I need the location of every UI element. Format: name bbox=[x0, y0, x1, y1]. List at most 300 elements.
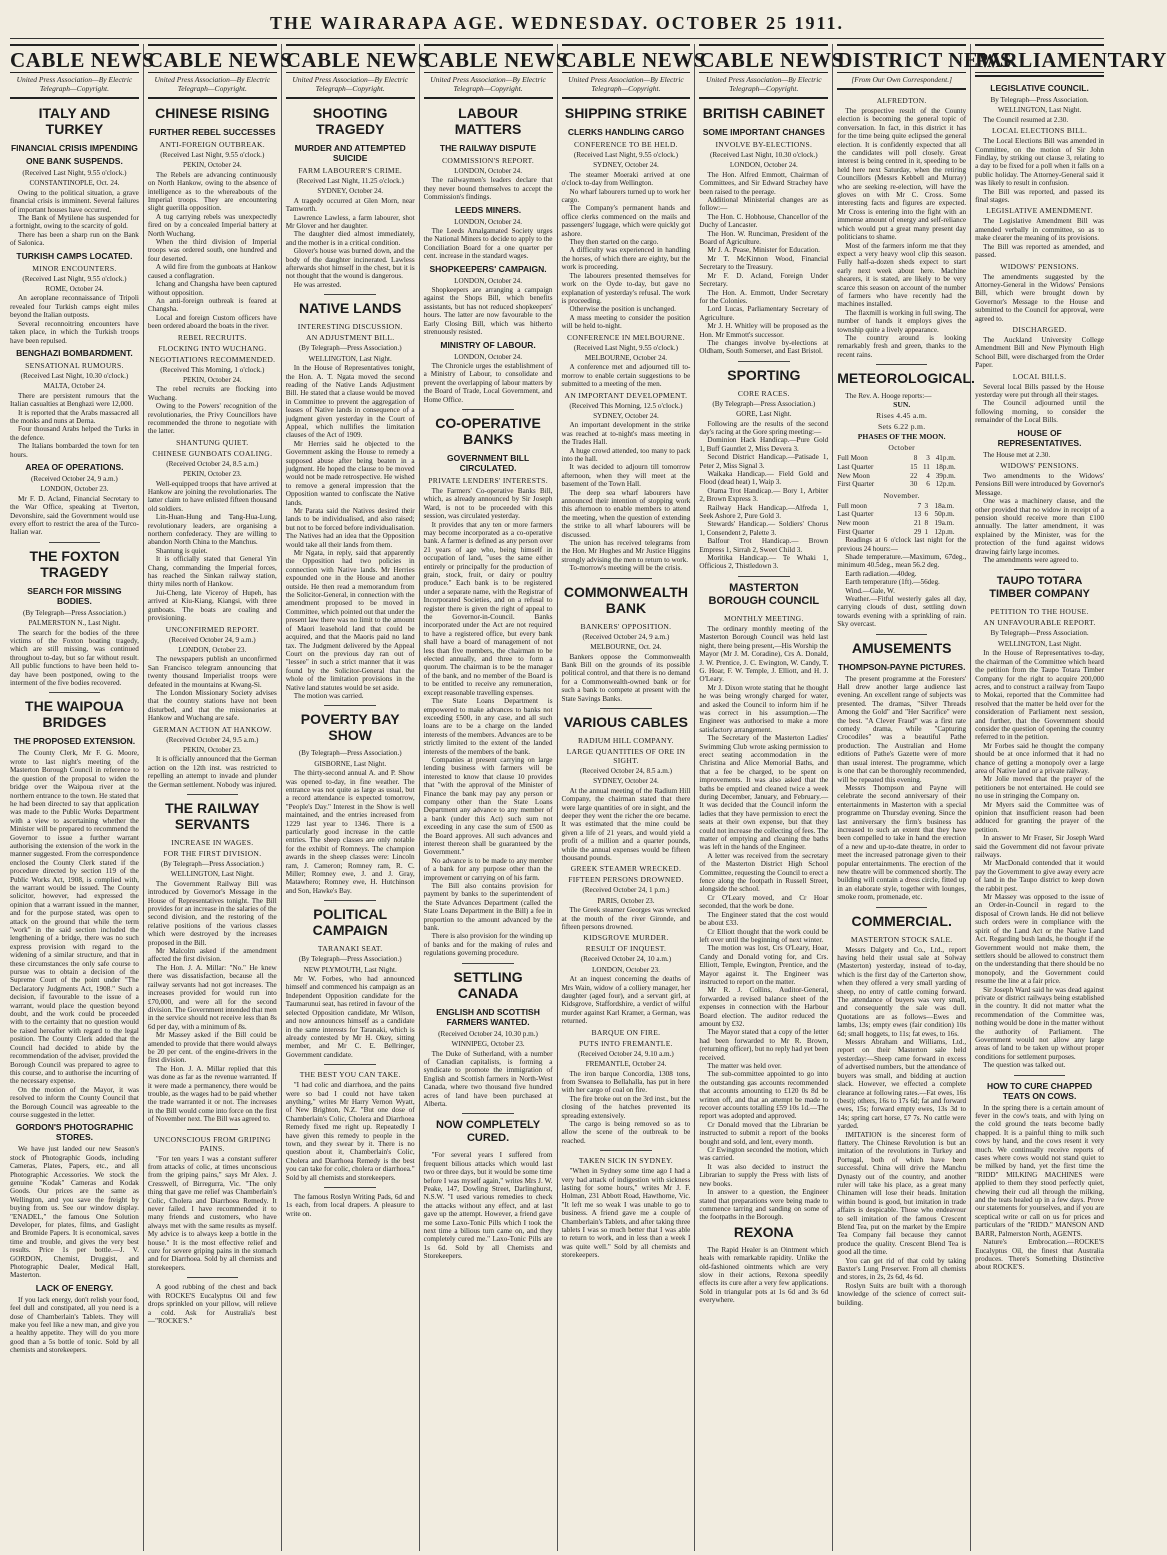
subheading: NEGOTIATIONS RECOMMENDED. bbox=[149, 354, 276, 364]
moon-row bbox=[837, 528, 966, 537]
moon-cell: a.m. bbox=[941, 518, 955, 527]
paragraph: The amendments were agreed to. bbox=[983, 556, 1079, 565]
column-header: DISTRICT NEWS bbox=[837, 44, 966, 73]
dateline: (Received October 24, 9 a.m.) bbox=[31, 474, 118, 483]
city-dateline: MALTA, October 24. bbox=[43, 382, 106, 391]
paragraph: In answer to a question, the Engineer stated that preparations were being made to commence tarring and sanding on some of the footpaths in the Borough. bbox=[699, 1188, 829, 1222]
paragraph: Mr T. McKinnon Wood, Financial Secretary to the Treasury. bbox=[699, 254, 829, 272]
subheading: UNCONSCIOUS FROM GRIPING PAINS. bbox=[153, 1134, 271, 1153]
city-dateline: PARIS, October 23. bbox=[597, 896, 655, 905]
city-dateline: PEKIN, October 24. bbox=[182, 161, 242, 170]
double-rule bbox=[286, 97, 415, 99]
paragraph: Shade temperature.—Maximum, 67deg., minimum 40.5deg., mean 56.2 deg. bbox=[837, 552, 967, 570]
subheadline: THOMPSON-PAYNE PICTURES. bbox=[837, 661, 966, 672]
paragraph: A huge crowd attended, too many to pack into the hall. bbox=[561, 446, 691, 463]
paragraph: Additional Ministerial changes are as follow:— bbox=[699, 196, 829, 213]
paragraph: One was a machinery clause, and the other provided that no widow in receipt of a pension should receive more than £100 annually. The latter amendment, it was explained by the Minister, was for the protection of the fund against widows drawing fairly large incomes. bbox=[975, 497, 1104, 556]
dateline: (Received Last Night, 9.55 o'clock.) bbox=[160, 151, 265, 159]
section-headline: SETTLING CANADA bbox=[453, 968, 523, 1001]
subheading: BARQUE ON FIRE. bbox=[591, 1027, 661, 1037]
dateline: (Received October 24, 8.5 a.m.) bbox=[166, 459, 259, 468]
paragraph: A conference met and adjourned till to-morrow to enable certain suggestions to be submitted to a meeting of the men. bbox=[561, 363, 691, 389]
paragraph: The Company's permanent hands and office clerks commenced on the mails and passengers' luggage, which were quickly got ashore. bbox=[561, 204, 691, 238]
paragraph: It was decided to adjourn till tomorrow afternoon, when they will meet at the basement of the Town Hall. bbox=[561, 463, 691, 489]
moon-month: October bbox=[888, 443, 915, 453]
city-dateline: SYDNEY, October 24. bbox=[593, 161, 659, 170]
section-headline: BRITISH CABINET bbox=[702, 105, 825, 121]
paragraph: Second District Handicap.—Patisade 1, Peter 2, Miss Signal 3. bbox=[699, 453, 829, 470]
divider-rule bbox=[600, 1150, 652, 1151]
dateline: (By Telegraph—Press Association.) bbox=[298, 749, 402, 758]
paragraph: "For ten years I was a constant sufferer from attacks of colic, at times unconscious from the griping pains," says Mr Alex. J. Cresswell, of Birregurra, Vic. "The only thing that gave me relief was Chamberlain's Colic, Cholera and Diarrhoea Remedy. It never failed. I have recommended it to many friends and customers, who have always met with the same results as myself. My advice is to always keep a bottle in the house." It is the most effective relief and cure for severe griping pains in the stomach and for Diarrhoea. Sold by all chemists and storekeepers. bbox=[147, 1154, 277, 1272]
divider-rule bbox=[876, 634, 928, 635]
paragraph: The cargo is being removed so as to allow the scene of the outbreak to be reached. bbox=[561, 1119, 691, 1145]
paragraph: Mr R. J. Collins, Auditor-General, forwarded a revised balance sheet of the expenses in connection with the Harbour Board election. The auditor reduced the amount by £32. bbox=[699, 986, 829, 1028]
paragraph: The Mayor stated that a copy of the letter had been forwarded to Mr R. Brown, (returning officer), but no reply had yet been received. bbox=[699, 1028, 829, 1062]
subheading: ANTI-FOREIGN OUTBREAK. bbox=[159, 140, 265, 149]
paragraph: The railwaymen's leaders declare that they never bound themselves to accept the Commission's findings. bbox=[423, 176, 553, 202]
paragraph: The present programme at the Foresters' Hall drew another large audience last evening. An excellent range of subjects was presented. The dramas, "Silver Threads Among the Gold" and "Her Sacrifice" were the best. "A Clever Fraud" was a first rate comedy drama, while "Capturing Crocodiles" was a beautiful Pathe production. The Australian and Home editions of Pathe's Gazette were of more than usual interest. The programme, which is one that can be thoroughly recommended, will be repeated this evening. bbox=[837, 674, 967, 784]
section-headline: SHIPPING STRIKE bbox=[564, 105, 687, 121]
paragraph: Cr Donald moved that the Librarian be instructed to submit a report of the books bought and sold, and lent, every month. bbox=[699, 1120, 829, 1146]
paragraph: No wharf labourers turned up to work her cargo. bbox=[561, 187, 691, 205]
subheading: BANKERS' OPPOSITION. bbox=[580, 621, 672, 631]
moon-cell: a.m. bbox=[941, 501, 955, 510]
subheadline: BENGHAZI BOMBARDMENT. bbox=[16, 347, 133, 358]
paragraph: The union has received telegrams from the Hon. Mr Hughes and Mr Justice Higgins strongly advising the men to return to work. bbox=[561, 539, 691, 564]
dateline: (Received October 24, 9.10 a.m.) bbox=[578, 1049, 674, 1058]
paragraph: Mr J. A. Pease, Minister for Education. bbox=[707, 246, 820, 255]
paragraph: When the third division of Imperial troops was ordered south, one hundred and four deserted. bbox=[147, 238, 277, 263]
moon-cell: p.m. bbox=[941, 527, 955, 536]
moon-phases-title: PHASES OF THE MOON. bbox=[857, 432, 946, 441]
city-dateline: WELLINGTON, Last Night. bbox=[308, 354, 392, 363]
paragraph: The Government Railway Bill was introduced by Governor's Message in the House of Representatives tonight. The Bill provides for an increase in the salaries of the second division, and the restoring of the relative positions of the various classes which were destroyed by the increases proposed in the Bill. bbox=[147, 879, 277, 947]
dateline: (Received Last Night, 11.25 o'clock.) bbox=[296, 177, 404, 185]
paragraph: Mr Massey was opposed to the issue of an Order-in-Council in regard to the disposal of Crown lands. He did not believe such orders were in compliance with the spirit of the Land Act or the Native Land Act. Regarding bush lands, he thought if the Government would not make them, the settlers should be allowed to construct them on the understanding that there should be no monopoly, and the Government could resume the line at a fair price. bbox=[975, 893, 1104, 986]
dateline: (By Telegraph—Press Association.) bbox=[298, 955, 402, 964]
paragraph: The fire broke out on the 3rd inst., but the closing of the hatches prevented its spreading extensively. bbox=[561, 1094, 691, 1120]
paragraph: The daughter died almost immediately, and the mother is in a critical condition. bbox=[285, 230, 415, 247]
moon-cell: Last Quarter bbox=[837, 463, 874, 471]
moon-cell: 41 bbox=[935, 454, 943, 463]
subheadline: MINISTRY OF LABOUR. bbox=[440, 339, 536, 350]
paragraph: The House met at 2.30. bbox=[983, 450, 1051, 459]
paragraph: It was also decided to instruct the Librarian to supply the Press with lists of new books. bbox=[699, 1162, 829, 1188]
paragraph: It is reported that the Arabs massacred all the monks and nuns at Derna. bbox=[10, 408, 139, 425]
paragraph: Balfour Trot Handicap.— Brown Empress 1, Sirrah 2, Sweet Child 3. bbox=[699, 537, 829, 554]
city-dateline: WINNIPEG, October 23. bbox=[451, 1040, 525, 1049]
paragraph: Companies at present carrying on large lending business with farmers will be interested to know that clause 10 provides that "with the approval of the Minister of Finance the bank may pay any person or company other than the State Loans Department any advance to any member of a bank (under this Act) such sum not exceeding in any case the sum of £500 as the Board approves. All such advances and interest thereon shall be guaranteed by the Government." bbox=[423, 755, 553, 857]
paragraph: In answer to Mr Fraser, Sir Joseph Ward said the Government did not favour private railways. bbox=[975, 834, 1104, 860]
paragraph: The newspapers publish an unconfirmed San Francisco telegram announcing that twenty thousand Imperialist troops were defeated in the mountains at Kwang-Si. bbox=[147, 655, 277, 689]
subheading: MINOR ENCOUNTERS. bbox=[32, 263, 117, 273]
column-header: PARLIAMENTARY bbox=[975, 44, 1104, 73]
subheadline: TURKISH CAMPS LOCATED. bbox=[16, 250, 133, 261]
divider-rule bbox=[1014, 1075, 1066, 1076]
dateline: (By Telegraph—Press Association.) bbox=[712, 399, 816, 408]
paragraph: Lord Lucas, Parliamentary Secretary of Agriculture. bbox=[699, 305, 829, 322]
paragraph: The Bill also contains provision for payment by banks to the superintendent of the State Advances Department (called the State Loans Department in the Bill) a fee in proportion to the amount advanced by the bank. bbox=[423, 882, 553, 933]
paragraph: The motion was lost, Crs O'Leary, Hoar, Candy and Donald voting for, and Crs. Elliott, Temple, Ewington, Prentice, and the Mayor against it. The Engineer was instructed to report on the matter. bbox=[699, 944, 829, 986]
subheadline: FURTHER REBEL SUCCESSES bbox=[149, 127, 276, 137]
moon-cell: 7 bbox=[917, 501, 922, 510]
paragraph: No advance is to be made to any member of a bank for any purpose other than the improvement or carrying on of his farm. bbox=[423, 856, 553, 882]
paragraph: The Hon. J. A. Millar replied that this was done as far as the revenue warranted. If it were made a permanency, there would be trouble, as the wages had to be paid whether the trade warranted it or not. The increases in the Bill would come into force on the first of November next. The Bill was agreed to. bbox=[147, 1064, 277, 1124]
divider-rule bbox=[600, 708, 652, 709]
subheading: UNCONFIRMED REPORT. bbox=[165, 624, 259, 634]
paragraph: The prospective result of the County election is becoming the general topic of conversation. In fact, in this district it has for the time being quite eclipsed the general election. It is confidently expected that all the candidates will poll closely. Great interest is being centred in it, speeding to be held here next Saturday, when the retiring Councillors (Messrs Kebbell and Murray) who are seeking re-election, will have the gloves on with Mr C. Cross. Some interesting facts and figures are expected. Mr Cross is entering into the fight with an immense amount of energy and self-reliance which would put a great many present day politicians to shame. bbox=[837, 107, 967, 242]
moon-cell: 3 bbox=[924, 501, 929, 510]
moon-row bbox=[837, 454, 966, 463]
paragraph: Mr J. H. Whitley will be proposed as the Hon. Mr Emmott's successor. bbox=[699, 322, 829, 339]
moon-cell: Full Moon bbox=[837, 454, 868, 463]
paragraph: The Hon. W. Runciman, President of the Board of Agriculture. bbox=[699, 229, 829, 247]
paragraph: Jui-Cheng, late Viceroy of Hupeh, has arrived at Kiu-Kiang, Kiangsi, with three gunboats. The boats are coaling and provisioning. bbox=[147, 588, 277, 623]
column-3 bbox=[282, 44, 431, 1551]
dateline: (Received Last Night, 9.55 o'clock.) bbox=[22, 274, 127, 283]
column-credit: [From Our Own Correspondent.] bbox=[851, 75, 953, 84]
paragraph: Mr Jolie moved that the prayer of the petitioners be not entertained. He could see no use in stringing the Company on. bbox=[975, 775, 1104, 801]
paragraph: The Chronicle urges the establishment of a Ministry of Labour, to consolidate and prevent the overlapping of labour matters by the Board of Trade, Local Government, and Home Office. bbox=[423, 361, 553, 404]
paragraph: A mass meeting to consider the position will be held to-night. bbox=[561, 313, 691, 331]
paragraph: Otama Trot Handicap.— Bory 1, Arbiter 2, Brown Express 3. bbox=[699, 486, 829, 504]
section-headline: METEOROLOGICAL. bbox=[837, 370, 975, 387]
city-dateline: PALMERSTON N., Last Night. bbox=[28, 619, 121, 628]
subheadline: THE RAILWAY DISPUTE bbox=[439, 143, 537, 153]
paragraph: Mr Massey asked if the Bill could be amended to provide that there would always be 20 per cent. of the engine-drivers in the first division. bbox=[147, 1031, 277, 1065]
subheading: LARGE QUANTITIES OF ORE IN SIGHT. bbox=[566, 746, 686, 765]
paragraph: In the House of Representatives tonight, the Hon. A. T. Ngata moved the second reading of the Native Lands Adjustment Bill. He stated that a clause would be moved in Committee to prevent the aggregation of leases of Native lands in consequence of a judgment given yesterday in the Court of Appeal, which nullifies the limitation clauses of the Act of 1909. bbox=[285, 364, 415, 440]
paragraph: Owing to the Powers' recognition of the revolutionaries, the Privy Councillors have recommended the throne to negotiate with the latter. bbox=[147, 402, 277, 436]
column-6 bbox=[695, 44, 844, 1551]
paragraph: An aeroplane reconnaissance of Tripoli revealed four Turkish camps eight miles beyond the Italian outposts. bbox=[10, 294, 139, 320]
section-headline: TAUPO TOTARA TIMBER COMPANY bbox=[989, 575, 1090, 601]
city-dateline: WELLINGTON, Last Night. bbox=[997, 639, 1082, 648]
moon-cell: 18 bbox=[935, 463, 943, 471]
paragraph: In the spring there is a certain amount of fever in the cow's teats, and with lying on the cold ground the teats become badly chapped. It is a painful thing to milk such cows by hand, and the cows resent it very much. We continually receive reports of cases where cows would not stand quiet to be milked by hand, yet the first time the "RIDD" MILKING MACHINES were applied to them they stood perfectly quiet, chewing their cud all through the milking, and the teats healed up in a few days. Prove our statements for yourselves, and if you are sceptical write or call on us for prices and particulars of the "RIDD." MANSON AND BARR, Palmerston North, AGENTS. bbox=[975, 1103, 1104, 1238]
moon-cell: 30 bbox=[910, 480, 918, 489]
paragraph: The Rapid Healer is an Ointment which heals with remarkable rapidity. Unlike the old-fashioned ointments which are very slow in their actions, Rexona speedily effects its cure after a very few applications. Sold in triangular pots at 1s 6d and 3s 6d everywhere. bbox=[699, 1245, 829, 1305]
subheading: FLOCKING INTO WUCHANG. bbox=[158, 343, 267, 353]
paragraph: IMITATION is the sincerest form of flattery. The Chinese Revolution is but an imitation of the revolutions in Turkey and Portugal, both of which have been successful. China will drive the Manchu Dynasty out of the country, and another ruler will take his place, as a great many Chinamen will lose their heads. Imitation within bound is good, but imitation in trade affairs is despicable. Those who endeavour to sell imitation of the famous Crescent Blend Tea, put on the market by the Empire Tea Company fail because they cannot produce the quality. Crescent Blend Tea is good all the time. bbox=[837, 1130, 967, 1257]
city-dateline: LONDON, October 24. bbox=[454, 276, 522, 285]
moon-cell: 50 bbox=[934, 510, 942, 519]
moon-cell: 6 bbox=[926, 480, 930, 489]
dateline: (Received Last Night, 9.55 o'clock.) bbox=[22, 169, 127, 177]
dateline: (Received October 24, 10 a.m.) bbox=[580, 955, 672, 964]
double-rule bbox=[148, 97, 277, 99]
paragraph: The steamer Moeraki arrived at one o'clock to-day from Wellington. bbox=[561, 170, 691, 188]
dateline: (Received October 24, 9 a.m.) bbox=[168, 635, 256, 644]
paragraph: The Farmers' Co-operative Banks Bill, which, as already announced by Sir Joseph Ward, is not to be proceeded with this session, was circulated yesterday. bbox=[423, 486, 553, 521]
paragraph: The Council resumed at 2.30. bbox=[983, 115, 1069, 124]
moon-row bbox=[837, 472, 966, 481]
paragraph: The country around is looking remarkably fresh and green, thanks to the recent rains. bbox=[837, 333, 967, 359]
double-rule bbox=[424, 97, 553, 99]
paragraph: Ichang and Changsha have been captured without opposition. bbox=[147, 280, 277, 297]
moon-cell: 15 bbox=[910, 463, 918, 471]
subheadline: GORDON'S PHOTOGRAPHIC STORES. bbox=[15, 1122, 134, 1143]
paragraph: Mr F. D. Acland, Foreign Under Secretary. bbox=[699, 271, 829, 289]
divider-rule bbox=[187, 1129, 239, 1130]
double-rule bbox=[562, 97, 691, 99]
paragraph: Messrs Abraham and Williams, Ltd., report on their Masterton sale held yesterday:—Sheep came forward in excess of advertised numbers, but the attendance of buyers was small, and bidding at auction slack. However, we effected a complete clearance at following rates.—Fat ewes, 16s (best); others, 16s to 17s 6d; fat and forward ewes, 15s; forward empty ewes, 13s 3d to 14s; spring cart horse, £7 7s. No cattle were yarded. bbox=[837, 1038, 967, 1131]
divider-rule bbox=[462, 1113, 514, 1114]
divider-rule bbox=[1014, 569, 1066, 570]
subheading: CORE RACES. bbox=[737, 388, 790, 398]
section-headline: NATIVE LANDS bbox=[298, 300, 402, 317]
city-dateline: MELBOURNE, Oct. 24. bbox=[590, 643, 662, 652]
dateline: (By Telegraph—Press Association.) bbox=[22, 608, 126, 617]
paragraph: The Bill was reported, and passed its final stages. bbox=[975, 187, 1104, 205]
city-dateline: FREMANTLE, October 24. bbox=[585, 1060, 667, 1069]
paragraph: At the annual meeting of the Radium Hill Company, the chairman stated that there were large quantities of ore in sight, and the deeper they went the richer the ore became. It was estimated that the mine could be given a life of 21 years, and would yield a profit of a million and a quarter pounds, while the annual expenses would be fifteen thousand pounds. bbox=[561, 786, 691, 862]
paragraph: The Hon. C. Hobhouse, Chancellor of the Duchy of Lancaster. bbox=[699, 212, 829, 230]
paragraph: Earth radiation.—40deg. bbox=[845, 569, 917, 578]
subheading: INVOLVE BY-ELECTIONS. bbox=[715, 140, 813, 149]
paragraph: The motion was carried. bbox=[293, 691, 364, 700]
paragraph: The Italians bombarded the town for ten hours. bbox=[10, 442, 139, 459]
paragraph: Shopkeepers are arranging a campaign against the Shops Bill, which benefits assistants, but has not reduced shopkeepers' hours. The latter are now favourable to the Early Closing Bill, which was hitherto strenuously resisted. bbox=[423, 286, 553, 337]
paragraph: Shantung is quiet. bbox=[155, 546, 208, 555]
paragraph: "I had colic and diarrhoea, and the pains were so bad I could not have taken anything," writes Mr Harry Vernon Wyatt, of New Brighton, N.Z. "But one dose of Chamberlain's Colic, Cholera and Diarrhoea Remedy fixed me right up. Repeatedly I have given this remedy to people in the town, and they swear by it. There is no question about it, Chamberlain's Colic, Cholera and Diarrhoea Remedy is the best you can take for colic, cholera or diarrhoea." Sold by all chemists and storekeepers. bbox=[285, 1081, 415, 1182]
subheading: SENSATIONAL RUMOURS. bbox=[25, 360, 124, 370]
section-headline: NOW COMPLETELY CURED. bbox=[436, 1119, 541, 1145]
subheading: ALFREDTON. bbox=[876, 96, 927, 105]
subheading: KIDSGROVE MURDER. bbox=[583, 933, 669, 943]
subheadline: LEGISLATIVE COUNCIL. bbox=[990, 83, 1089, 93]
divider-rule bbox=[600, 578, 652, 579]
subheading: GREEK STEAMER WRECKED. bbox=[570, 864, 682, 874]
paragraph: Dominion Hack Handicap.—Pure Gold 1, Buff Gauntlet 2, Miss Devera 3. bbox=[699, 436, 829, 453]
column-header: CABLE NEWS bbox=[10, 44, 139, 73]
paragraph: The Hon. Alfred Emmott, Chairman of Committees, and Sir Edward Strachey have been raised to the peerage. bbox=[699, 170, 829, 196]
paragraph: Otherwise the position is unchanged. bbox=[569, 305, 676, 314]
moon-cell: First Quarter bbox=[837, 480, 875, 489]
paragraph: Wind.—Gale, W. bbox=[845, 586, 895, 595]
subheading: TARANAKI SEAT. bbox=[317, 944, 383, 954]
paragraph: Glover's house was burned down, and the body of the daughter incinerated. Lawless afterwards shot himself in the chest, but it is not thought that the wound is dangerous. bbox=[285, 247, 415, 281]
subheadline: MURDER AND ATTEMPTED SUICIDE bbox=[294, 143, 406, 163]
moon-cell: 29 bbox=[914, 527, 922, 536]
moon-cell: 3 bbox=[926, 454, 930, 463]
subheading: FARM LABOURER'S CRIME. bbox=[298, 166, 403, 175]
subheadline: SEARCH FOR MISSING BODIES. bbox=[27, 585, 122, 606]
moon-cell: 4 bbox=[926, 471, 930, 480]
moon-cell: 8 bbox=[913, 454, 918, 463]
section-headline: CHINESE RISING bbox=[155, 105, 270, 121]
double-rule bbox=[837, 88, 966, 90]
dateline: (Received Last Night, 9.55 o'clock.) bbox=[573, 151, 678, 159]
divider-rule bbox=[738, 361, 790, 362]
subheading: INCREASE IN WAGES. bbox=[171, 838, 254, 847]
moon-cell: p.m. bbox=[942, 480, 956, 489]
divider-rule bbox=[324, 1187, 376, 1188]
paragraph: They then started on the cargo. bbox=[569, 238, 659, 247]
dateline: (Received Last Night, 10.30 o'clock.) bbox=[20, 371, 129, 380]
double-rule bbox=[975, 75, 1104, 77]
paragraph: An anti-foreign outbreak is feared at Changsha. bbox=[147, 296, 277, 314]
city-dateline: MELBOURNE, October 24. bbox=[584, 353, 668, 362]
column-5 bbox=[558, 44, 706, 1551]
paragraph: Sir Joseph Ward said he was dead against private or district railways being established in the country. It did not matter what the recommendation of the Committee was, nothing would be done in the matter without the authority of Parliament. The Government would not allow any large areas of land to be taken up without proper conditions for settlement purposes. bbox=[975, 985, 1104, 1061]
paragraph: A tug carrying rebels was unexpectedly fired on by a concealed Imperial battery at North Wuchang. bbox=[147, 212, 277, 238]
subheading: PRIVATE LENDERS' INTERESTS. bbox=[428, 475, 548, 485]
moon-cell: p.m. bbox=[942, 471, 956, 480]
paragraph: In the House of Representatives to-day, the chairman of the Committee which heard the petition from the Taupo Totara Timber Company for the right to acquire 200,000 acres, and to construct a railway from Taupo to Mokai, reported that the Committee had resolved that the matter be held over for the consideration of Parliament next session, and further, that the Government should consider the question of opening the country referred to in the petition. bbox=[975, 649, 1104, 742]
column-header: CABLE NEWS bbox=[286, 44, 415, 73]
paragraph: The Rebels are advancing continuously on North Hankow, owing to the absence of intelligence as to the whereabouts of the Imperial troops. They are encountering slight guerilla opposition. bbox=[147, 170, 277, 213]
subheading: AN IMPORTANT DEVELOPMENT. bbox=[564, 390, 688, 400]
caption: SUN. bbox=[893, 399, 911, 409]
moon-row bbox=[837, 502, 966, 511]
column-8 bbox=[971, 44, 1167, 1551]
paragraph: A good rubbing of the chest and back with ROCKE'S Eucalyptus Oil and few drops sprinkled on your pillow, will relieve a cold. Ask for Australia's best—"ROCKE'S." bbox=[147, 1283, 277, 1325]
paragraph: Earth temperature (1ft).—56deg. bbox=[845, 578, 940, 587]
paragraph: To-morrow's meeting will be the crisis. bbox=[569, 564, 683, 573]
paragraph: Mr J. Dixon wrote stating that he thought he was being wrongly charged for water, and asked the Council to inform him if he was correct in his assumption.—The Engineer was authorised to make a more satisfactory arrangement. bbox=[699, 683, 829, 734]
paragraph: At an inquest concerning the deaths of Mrs Wain, widow of a colliery manager, her daughter (aged four), and a servant girl, at Kidsgrove, Staffordshire, a verdict of wilful murder against Karl Kramer, a German, was returned. bbox=[561, 975, 691, 1026]
paragraph: Mr F. D. Acland, Financial Secretary to the War Office, speaking at Tiverton, Devonshire, said the Government would use every effort to restrict the area of the Turco-Italian war. bbox=[10, 494, 139, 537]
subheading: Rises 4.45 a.m. bbox=[876, 411, 928, 420]
moon-cell: New moon bbox=[837, 518, 869, 527]
dateline: (Received This Morning, 1 o'clock.) bbox=[160, 365, 265, 374]
city-dateline: WELLINGTON, Last Night. bbox=[997, 106, 1082, 115]
section-headline: SPORTING bbox=[727, 366, 801, 383]
paragraph: On the motion of the Mayor, it was resolved to inform the County Council that the Borough Council was agreeable to the course suggested in the letter. bbox=[10, 1085, 139, 1119]
city-dateline: PEKIN, October 23. bbox=[182, 745, 242, 754]
dateline: (Received October 24, 9.5 a.m.) bbox=[166, 735, 259, 744]
paragraph: The search for the bodies of the three victims of the Foxton boating tragedy, which are still missing, was continued throughout to-day, but so far without result. All public functions to have been held to-day have been postponed, owing to the interment of the five bodies recovered. bbox=[10, 628, 139, 688]
city-dateline: PEKIN, October 24. bbox=[182, 375, 242, 384]
section-headline: LABOUR MATTERS bbox=[454, 105, 522, 137]
subheading: INTERESTING DISCUSSION. bbox=[297, 322, 403, 332]
paragraph: Following are the results of the second day's racing at the Gore spring meeting:— bbox=[699, 419, 829, 436]
city-dateline: SYDNEY, October 24. bbox=[317, 187, 384, 196]
moon-cell: 12 bbox=[935, 480, 943, 489]
subheading: REBEL RECRUITS. bbox=[177, 332, 247, 342]
paragraph: The Engineer stated that the cost would be about £33. bbox=[699, 910, 829, 928]
paragraph: The London Missionary Society advises that the country stations have not been disturbed, and that the missionaries at Hankow and Wuchang are safe. bbox=[147, 688, 277, 723]
paragraph: It provides that any ten or more farmers may become incorporated as a co-operative bank. A farmer is defined as any person over 21 years of age who, being himself in occupation of land, "uses the same either entirely or principally for the production of grain, stock, fruit, or dairy or poultry produce." Each bank is to be registered under a separate name, with the Registrar of Incorporated Societies, and on a refusal to register there is given the right of appeal to the Governor-in-Council. Banks incorporated under the Act are not required to have a registered office, but every bank shall have a board of management of not less than five members, the chairman to be elected annually, and three to form a quorum. The chairman is to be the manager of the bank, and no member of the Board is to be entitled to receive any remuneration, except reasonable travelling expenses. bbox=[423, 520, 553, 697]
city-dateline: GORE, Last Night. bbox=[736, 410, 792, 419]
section-headline: POVERTY BAY SHOW bbox=[300, 711, 400, 744]
dateline: (By Telegraph—Press Association.) bbox=[298, 344, 402, 353]
paragraph: You can get rid of that cold by taking Baxter's Lung Preserver. From all chemists and stores, in 2s, 2s 6d, 4s 6d. bbox=[837, 1256, 967, 1282]
subheading: AN ADJUSTMENT BILL. bbox=[305, 333, 395, 343]
moon-cell: First Quarter bbox=[837, 527, 875, 536]
paragraph: The thirty-second annual A. and P. Show was opened to-day, in fine weather. The entrance was not quite as large as usual, but a record attendance is expected tomorrow, "People's Day." Interest in the Show is well maintained, and the entries increased from 1229 last year to 1346. There is a particularly good increase in the cattle entries. The sheep classes are only notable for the exhibit of Romneys. The champion awards in the sheep classes were: Lincoln ram, J. Cameron; Romney ram, R. C. Miller; Romney ewe, J. and J. Gray, Matawhero; Romney ewe, H. Hutchinson and Son, Hawke's Bay. bbox=[285, 769, 415, 895]
paragraph: The Secretary of the Masterton Ladies' Swimming Club wrote asking permission to erect seating accommodation in the Christina and Alice Memorial Baths, and that a fee be charged, to be spent on improvements. It was also asked that the baths be emptied and cleaned twice a week during December, January, and February.—It was decided that the Council inform the ladies that they have permission to erect the seats at their own expense, but that they could not increase the collecting of fees. The matter of emptying and cleaning the baths was left in the hands of the Engineer. bbox=[699, 734, 829, 852]
paragraph: Stewards' Handicap.— Soldiers' Chorus 1, Consendent 2, Palette 3. bbox=[699, 520, 829, 537]
divider-rule bbox=[462, 963, 514, 964]
moon-cell: p.m. bbox=[941, 510, 955, 519]
paragraph: The Hon. A. Emmott, Under Secretary for the Colonies. bbox=[699, 288, 829, 305]
column-credit: United Press Association—By Electric Telegraph—Copyright. bbox=[430, 75, 546, 93]
moon-cell: Full moon bbox=[837, 501, 868, 510]
paragraph: Four thousand Arabs helped the Turks in the defence. bbox=[10, 425, 139, 442]
paragraph: Mr Forbes said he thought the company should be at once informed that it had no chance of getting a monopoly over a large area of Native land or a private railway. bbox=[975, 741, 1104, 775]
paragraph: The County Clerk, Mr F. G. Moore, wrote to last night's meeting of the Masterton Borough Council in reference to the question of the proposal to widen the bridge over the Waipoua river at the northern entrance to the town. He stated that he had been directed to say that application was made to the Public Works Department with a view to ascertaining whether the Minister will be prepared to recommend the Governor to issue a further warrant authorising the extension of the work in the manner suggested. From the correspondence enclosed the County Clerk stated if the procedure directed by section 119 of the Public Works Act, 1908, is complied with, the warrant would be issued. The County solicitor, however, had expressed the opinion that a warrant issued in the manner, and for the purpose stated, was open to attack on the ground that while the term "work" in the said section included the lengthening of a bridge, there was no such express provision with regard to the widening of a similar structure, and that in these circumstances the only safe course to pursue was to obtain a decision of the Supreme Court of the point under "The Declaratory Judgments Act, 1908." Such a decision, if favourable to the issue of a warrant, would place the question beyond doubt, and the work could be proceeded with to the certainty that no question would be raised hereafter with regard to the legal position. The County Clerk added that the Council had decided to abide by the recommendation of the adviser, provided the Borough Council was prepared to agree to this course, and to authorise the incurring of the necessary expense. bbox=[10, 749, 139, 1086]
moon-row bbox=[837, 519, 966, 528]
subheadline: THE PROPOSED EXTENSION. bbox=[13, 736, 136, 747]
dateline: (Received This Morning, 12.5 o'clock.) bbox=[569, 401, 683, 410]
dateline: (Received October 24, 9 a.m.) bbox=[582, 632, 670, 641]
subheadline: LACK OF ENERGY. bbox=[35, 1282, 114, 1293]
column-header: CABLE NEWS bbox=[424, 44, 553, 73]
subheading: SHANTUNG QUIET. bbox=[176, 437, 249, 447]
paragraph: A tragedy occurred at Glen Morn, near Tamworth. bbox=[285, 196, 415, 214]
subheading: GERMAN ACTION AT HANKOW. bbox=[153, 724, 272, 734]
moon-cell: 18 bbox=[934, 501, 942, 510]
subheading: LOCAL BILLS. bbox=[1012, 371, 1067, 381]
paragraph: Well-equipped troops that have arrived at Hankow are joining the revolutionaries. The latter claim to have enlisted fifteen thousand old soldiers. bbox=[147, 479, 277, 513]
dateline: (Received Last Night, 10.30 o'clock.) bbox=[709, 151, 818, 159]
paragraph: A wild fire from the gunboats at Hankow caused a conflagration. bbox=[147, 263, 277, 280]
paragraph: Nature's Embrocation.—ROCKE'S Eucalyptus Oil, the finest that Australia produces. There's Something Distinctive about ROCKE'S. bbox=[975, 1238, 1104, 1272]
paragraph: Several reconnoitring encounters have taken place, in which the Turkish troops have been repulsed. bbox=[10, 319, 139, 345]
subheading: RADIUM HILL COMPANY. bbox=[578, 735, 674, 745]
paragraph: The State Loans Department is empowered to make advances to banks not exceeding £500, in any case, and all such loans are to be a charge on the landed interests of the members. Advances are to be strictly limited to the extent of the landed interests of the members of the bank. bbox=[423, 697, 553, 756]
section-headline: REXONA bbox=[733, 1223, 794, 1240]
paragraph: Messrs Dalgety and Co., Ltd., report having held their usual sale at Solway (Masterton) yesterday, instead of to-day, which is the first day of the Carterton show, when they offered a very small yarding of sheep, no entry of cattle coming forward. The attendance of buyers was very small, and consequently the sale was dull. Quotations are as follows—Ewes and lambs, 13s; empty ewes (fair condition) 10s 6d; small hoggets, to 11s; fat ewes, to 16s. bbox=[837, 945, 967, 1038]
moon-cell: p.m. bbox=[942, 463, 956, 471]
divider-rule bbox=[324, 900, 376, 901]
section-headline: MASTERTON BOROUGH COUNCIL bbox=[708, 581, 820, 607]
moon-cell: 12 bbox=[934, 527, 942, 536]
paragraph: We have just landed our new Season's stock of Photographic Goods, including Cameras, Plates, Papers, etc., and all Photographic Accessories. We stock the genuine "Kodak" Cameras and Kodak Goods. Our prices are the same as Wellington, and you save the freight by buying from us. See our window display. "ENADEL," the famous One Solution Developer, for plates, films, and Gaslight and Bromide Papers. It is economical, saves time and trouble, and gives the very best results. Price 1s per bottle.—J. V. GORDON, Chemist, Druggist, and Photographic Dealer, Medical Hall, Masterton. bbox=[10, 1145, 139, 1280]
subheadline: GOVERNMENT BILL CIRCULATED. bbox=[446, 452, 530, 473]
paragraph: Mr Ngata, in reply, said that apparently the Opposition had two policies in connection with Native lands. Mr Herries expounded one in the House and another outside. He then read a memorandum from the Solicitor-General, in connection with the amendment proposed to be moved in Committee, which pointed out that under the present law there was no limit to the amount of Maori leasehold land that could be acquired, and that the Maoris paid no land tax. The Judgment delivered by the Appeal Court on the previous day ran out of "lessee" in such a strict manner that it was found by the Solicitor-General that the whole of the limitation provisions in the Native land statutes would be set aside. bbox=[285, 549, 415, 692]
subheadline: SHOPKEEPERS' CAMPAIGN. bbox=[429, 263, 547, 274]
subheadline: ONE BANK SUSPENDS. bbox=[26, 156, 123, 166]
dateline: (Received Last Night, 9.55 o'clock.) bbox=[573, 343, 678, 352]
paragraph: Mr Myers said the Committee was of opinion that insufficient reason had been adduced for granting the prayer of the petition. bbox=[975, 800, 1104, 834]
city-dateline: PEKIN, October 23. bbox=[182, 470, 242, 479]
city-dateline: LONDON, October 23. bbox=[40, 485, 109, 494]
section-headline: SHOOTING TRAGEDY bbox=[312, 105, 388, 137]
moon-month: November. bbox=[883, 490, 920, 500]
city-dateline: LONDON, October 24. bbox=[454, 217, 522, 226]
divider-rule bbox=[187, 794, 239, 795]
section-headline: THE FOXTON TRAGEDY bbox=[29, 547, 120, 580]
section-headline: ITALY AND TURKEY bbox=[38, 105, 111, 137]
divider-rule bbox=[738, 576, 790, 577]
divider-rule bbox=[49, 542, 101, 543]
moon-cell: 21 bbox=[914, 518, 922, 527]
paragraph: The Duke of Sutherland, with a number of Canadian capitalists, is forming a syndicate to promote the immigration of English and Scottish farmers in North-West Canada, where two thousand five hundred acres of land have been purchased at Alberta. bbox=[423, 1049, 553, 1108]
paragraph: There has been a sharp run on the Bank of Salonica. bbox=[10, 230, 139, 248]
subheading: TAKEN SICK IN SYDNEY. bbox=[578, 1156, 674, 1166]
moon-cell: 19 bbox=[934, 518, 942, 527]
paragraph: Weather.—Fitful westerly gales all day, carrying clouds of dust, settling down towards evening with a sprinkling of rain. Sky overcast. bbox=[837, 595, 967, 629]
subheading: MONTHLY MEETING. bbox=[723, 613, 804, 623]
column-credit: United Press Association—By Electric Telegraph—Copyright. bbox=[568, 75, 684, 93]
dateline: By Telegraph—Press Association. bbox=[990, 96, 1089, 104]
subheading: Sets 6.22 p.m. bbox=[877, 422, 926, 431]
paragraph: Cr Elliott thought that the work could be left over until the beginning of next winter. bbox=[699, 927, 829, 944]
subheadline: FINANCIAL CRISIS IMPENDING bbox=[10, 143, 138, 153]
paragraph: The labourers presented themselves for work on the Oyde to-day, but gave no explanation of yesterday's refusal. The work is proceeding. bbox=[561, 271, 691, 305]
city-dateline: SYDNEY, October 24. bbox=[593, 777, 659, 786]
subheading: CHINESE GUNBOATS COALING. bbox=[152, 448, 273, 458]
city-dateline: LONDON, October 23. bbox=[592, 965, 660, 974]
paragraph: The Bill was reported as amended, and passed. bbox=[975, 242, 1104, 260]
city-dateline: SYDNEY, October 24. bbox=[593, 411, 659, 420]
paragraph: The famous Roslyn Writing Pads, 6d and 1s each, from local drapers. A pleasure to write on. bbox=[285, 1193, 415, 1218]
subheading: FOR THE FIRST DIVISION. bbox=[163, 849, 262, 858]
